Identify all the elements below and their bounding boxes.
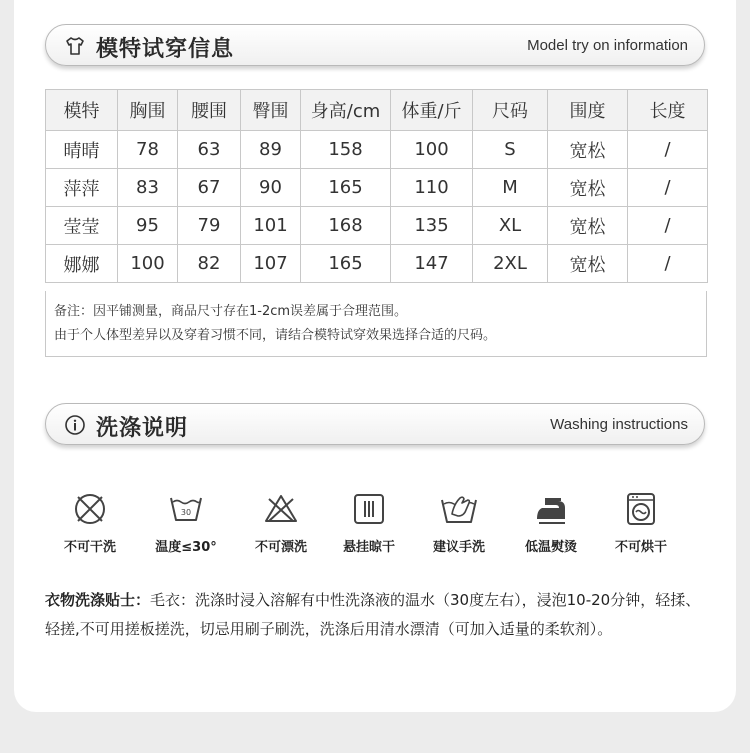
- care-item: [324, 490, 414, 555]
- washing-title: 洗涤说明: [96, 416, 189, 441]
- tshirt-icon: [64, 35, 86, 57]
- table-header-cell: 模特: [46, 90, 118, 131]
- table-cell: XL: [473, 207, 548, 245]
- table-cell: 165: [301, 169, 391, 207]
- care-symbols: [48, 490, 708, 560]
- table-header-row: [46, 90, 708, 131]
- washing-instructions-header: [45, 403, 705, 445]
- table-header-cell: 腰围: [178, 90, 241, 131]
- table-cell: 158: [301, 131, 391, 169]
- table-header-cell: 胸围: [118, 90, 178, 131]
- model-info-title: 模特试穿信息: [96, 37, 235, 62]
- table-cell: 100: [118, 245, 178, 283]
- table-cell: 135: [391, 207, 473, 245]
- care-item: [141, 490, 231, 555]
- table-cell: 79: [178, 207, 241, 245]
- table-cell: 宽松: [548, 245, 628, 283]
- table-cell: 165: [301, 245, 391, 283]
- table-row: [46, 245, 708, 283]
- care-item: [596, 490, 686, 555]
- care-label: 不可干洗: [63, 540, 116, 555]
- table-cell: 82: [178, 245, 241, 283]
- table-row: [46, 207, 708, 245]
- no-dry-clean-icon: [71, 490, 109, 528]
- note-line: 备注：因平铺测量，商品尺寸存在1-2cm误差属于合理范围。: [54, 304, 408, 319]
- table-cell: 147: [391, 245, 473, 283]
- washing-subtitle: Washing instructions: [550, 416, 688, 433]
- table-cell: 100: [391, 131, 473, 169]
- table-cell: 101: [241, 207, 301, 245]
- model-info-header: [45, 24, 705, 66]
- table-row: [46, 131, 708, 169]
- table-cell: 宽松: [548, 207, 628, 245]
- table-row: [46, 169, 708, 207]
- size-table: [45, 89, 708, 283]
- table-cell: /: [628, 169, 708, 207]
- care-item: [45, 490, 135, 555]
- wash-tips-label: 衣物洗涤贴士：: [45, 591, 151, 609]
- table-cell: 110: [391, 169, 473, 207]
- wash-30-icon: [167, 490, 205, 528]
- table-cell: 67: [178, 169, 241, 207]
- wash-tips: [45, 586, 710, 644]
- table-header-cell: 长度: [628, 90, 708, 131]
- info-circle-icon: [64, 414, 86, 436]
- note-line: 由于个人体型差异以及穿着习惯不同，请结合模特试穿效果选择合适的尺码。: [54, 328, 497, 343]
- table-header-cell: 臀围: [241, 90, 301, 131]
- model-info-subtitle: Model try on information: [527, 37, 688, 54]
- table-cell: 宽松: [548, 131, 628, 169]
- table-cell: 83: [118, 169, 178, 207]
- care-label: 悬挂晾干: [342, 540, 395, 555]
- no-tumble-dry-icon: [622, 490, 660, 528]
- table-cell: 107: [241, 245, 301, 283]
- care-label: 不可漂洗: [254, 540, 307, 555]
- table-cell: 萍萍: [46, 169, 118, 207]
- table-cell: 63: [178, 131, 241, 169]
- hand-wash-icon: [438, 490, 480, 528]
- table-cell: /: [628, 131, 708, 169]
- care-item: [236, 490, 326, 555]
- table-cell: 2XL: [473, 245, 548, 283]
- care-label: 建议手洗: [432, 540, 485, 555]
- table-header-cell: 体重/斤: [391, 90, 473, 131]
- no-bleach-icon: [261, 490, 301, 528]
- table-cell: 宽松: [548, 169, 628, 207]
- table-cell: 89: [241, 131, 301, 169]
- table-cell: 90: [241, 169, 301, 207]
- table-header-cell: 围度: [548, 90, 628, 131]
- table-cell: M: [473, 169, 548, 207]
- care-label: 低温熨烫: [524, 540, 577, 555]
- line-dry-icon: [350, 490, 388, 528]
- table-cell: 168: [301, 207, 391, 245]
- care-item: [506, 490, 596, 555]
- table-cell: 莹莹: [46, 207, 118, 245]
- wash-temp-text: 30: [180, 508, 192, 517]
- table-cell: 78: [118, 131, 178, 169]
- table-cell: 娜娜: [46, 245, 118, 283]
- table-cell: /: [628, 245, 708, 283]
- table-cell: /: [628, 207, 708, 245]
- table-cell: 95: [118, 207, 178, 245]
- care-label: 不可烘干: [614, 540, 667, 555]
- table-cell: S: [473, 131, 548, 169]
- size-notes: [45, 291, 707, 357]
- care-label: 温度≤30°: [155, 540, 217, 555]
- low-iron-icon: [531, 490, 571, 528]
- table-header-cell: 尺码: [473, 90, 548, 131]
- wash-tips-text: 毛衣：洗涤时浸入溶解有中性洗涤液的温水（30度左右），浸泡10-20分钟，轻揉、轻搓,不可用搓板搓洗，切忌用刷子刷洗，洗涤后用清水漂清（可加入适量的柔软剂）。: [45, 591, 701, 638]
- table-cell: 晴晴: [46, 131, 118, 169]
- table-header-cell: 身高/cm: [301, 90, 391, 131]
- care-item: [414, 490, 504, 555]
